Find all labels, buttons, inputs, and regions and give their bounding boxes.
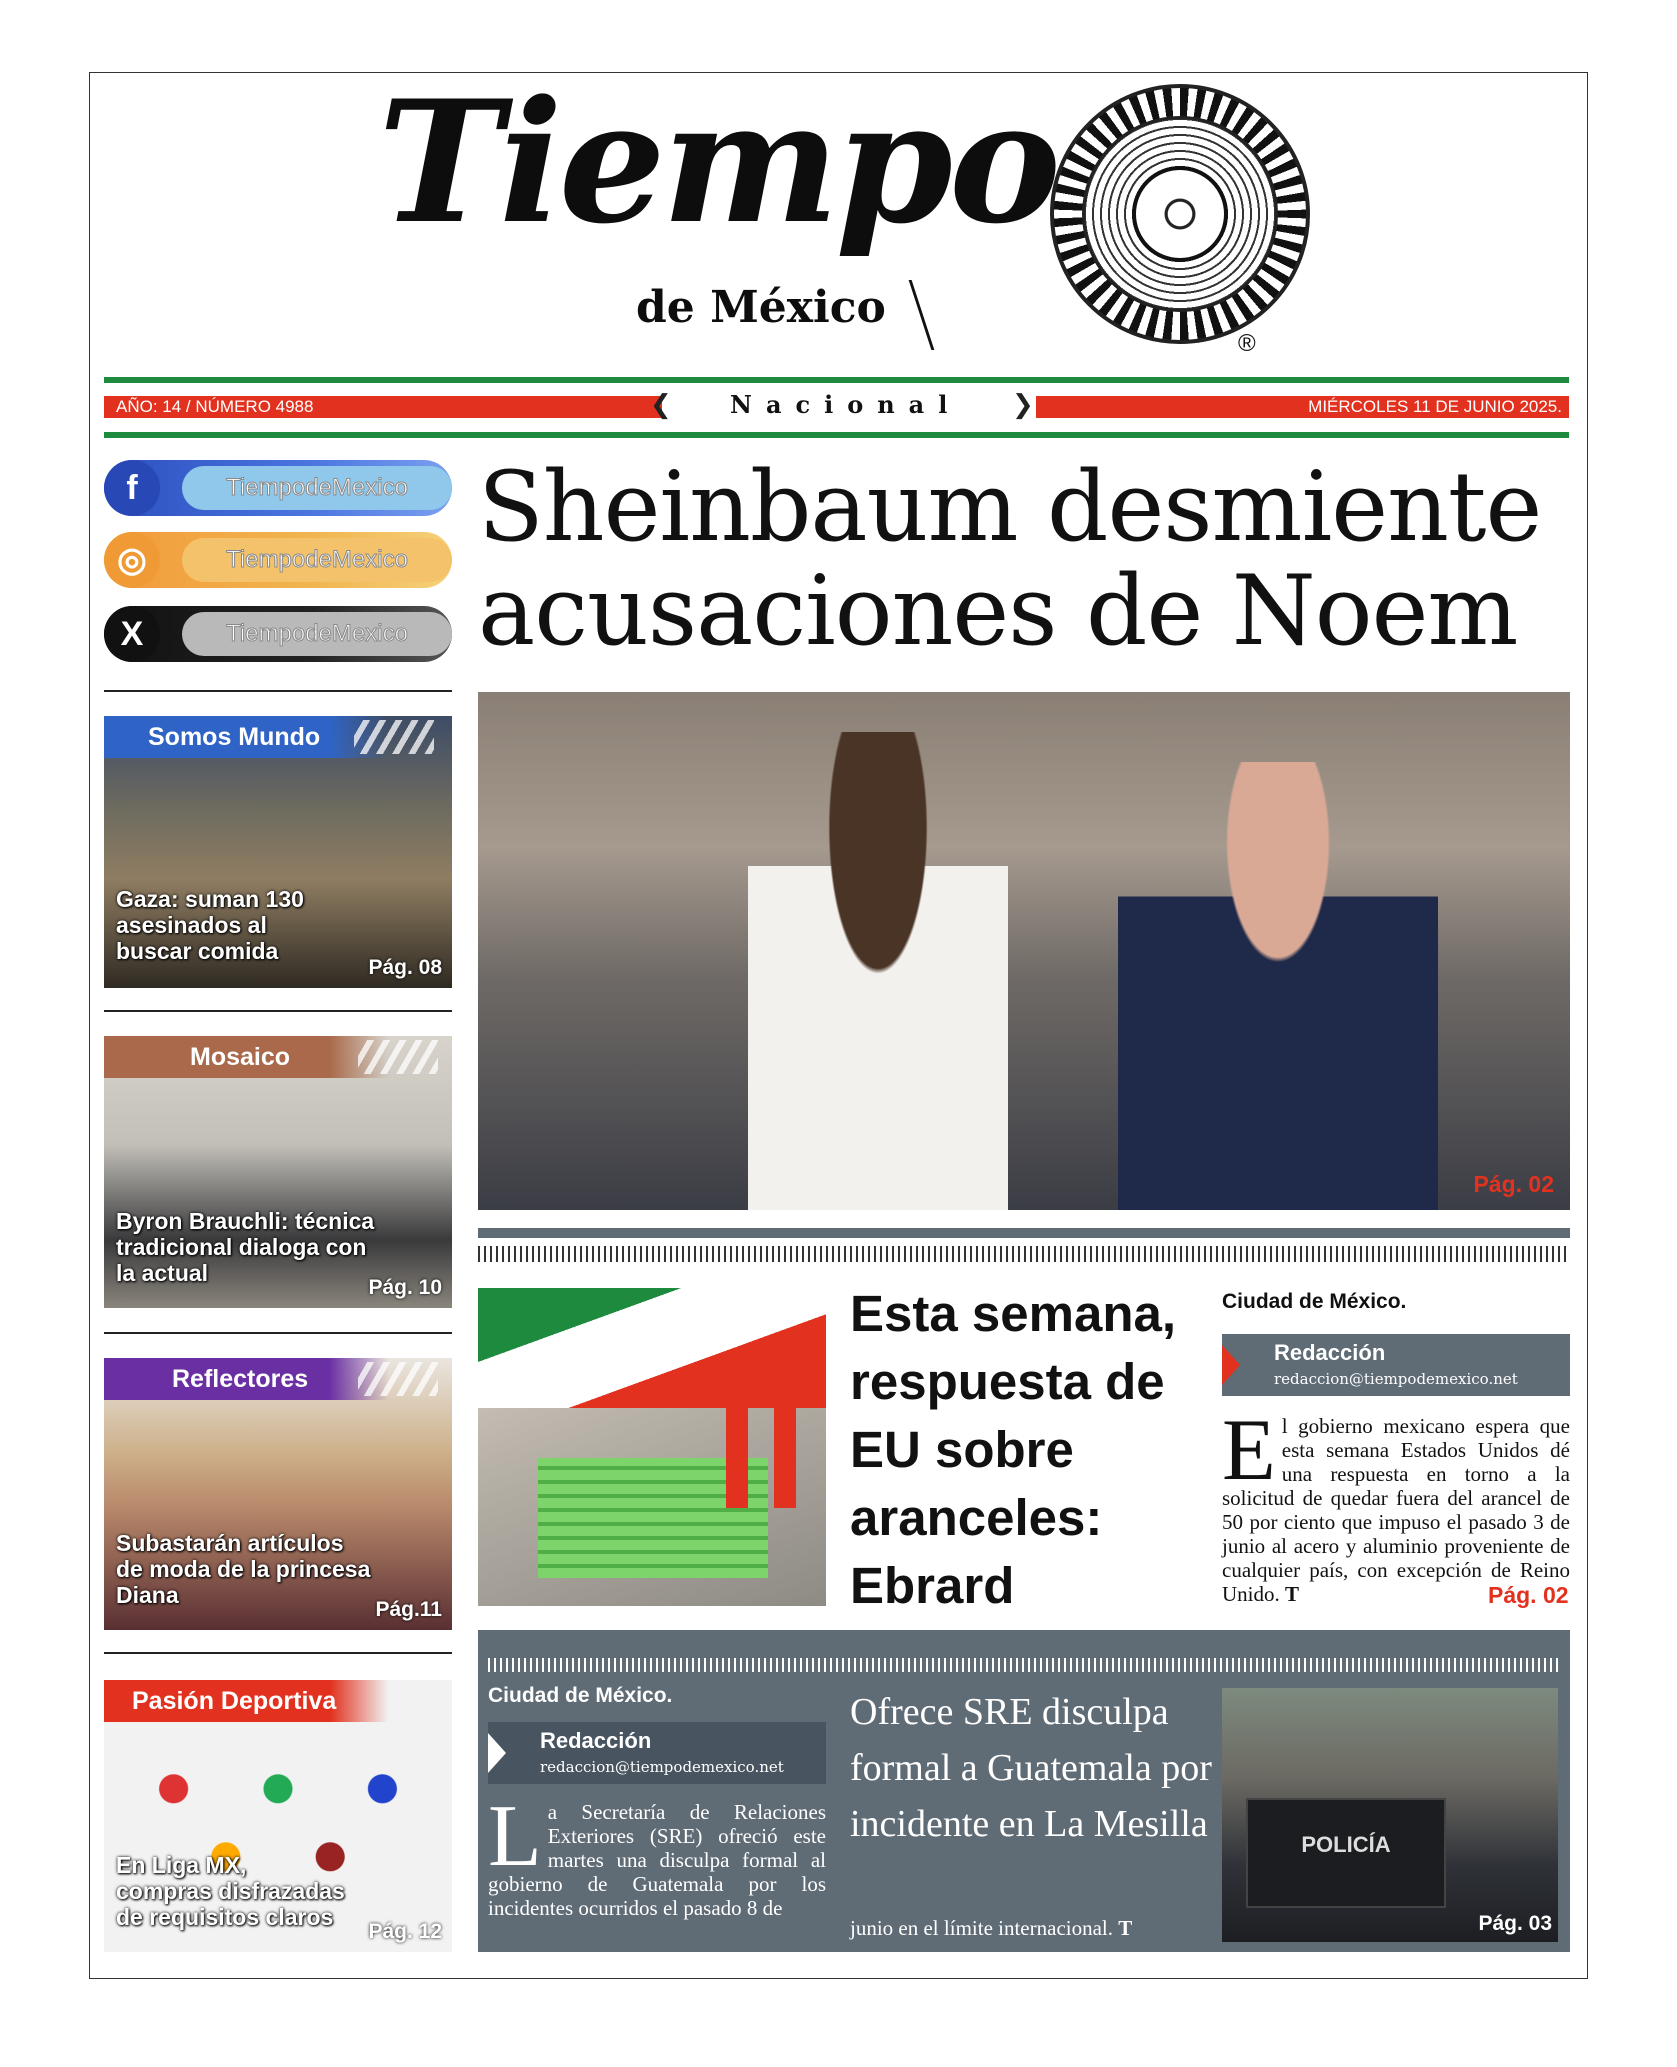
feature-headline: Gaza: suman 130 asesinados al buscar comida <box>116 886 304 964</box>
section-tag: Somos Mundo <box>104 716 404 758</box>
feature-mosaico[interactable] <box>104 1036 452 1308</box>
chevron-right-icon: ❯ <box>1012 390 1034 420</box>
story3-page: Pág. 03 <box>1478 1912 1552 1935</box>
story2-body <box>1222 1402 1570 1606</box>
lead-headline-line1: Sheinbaum desmiente <box>478 451 1542 563</box>
separator-bar <box>478 1228 1570 1238</box>
feature-headline: En Liga MX, compras disfrazadas de requisitos claros <box>116 1852 345 1930</box>
feature-somos-mundo[interactable] <box>104 716 452 988</box>
feature-headline: Subastarán artículos de moda de la princesa Diana <box>116 1530 371 1608</box>
sidebar-rule <box>104 1010 452 1012</box>
feature-page: Pág. 10 <box>368 1276 442 1299</box>
registered-mark: ® <box>1238 330 1256 357</box>
arrow-up-icon <box>774 1398 796 1508</box>
lead-headline[interactable] <box>478 451 1578 667</box>
decorative-stripes <box>354 720 434 754</box>
decorative-stripes <box>358 1040 438 1074</box>
person-figure <box>1118 762 1438 1210</box>
feature-page: Pág.11 <box>375 1598 442 1621</box>
facebook-handle[interactable]: TiempodeMexico <box>182 466 452 510</box>
byline-email[interactable]: redaccion@tiempodemexico.net <box>1274 1370 1518 1388</box>
sidebar-rule <box>104 690 452 692</box>
feature-reflectores[interactable] <box>104 1358 452 1630</box>
chevron-left-icon: ❮ <box>650 390 672 420</box>
separator-ticks <box>488 1658 1558 1672</box>
issue-number: AÑO: 14 / NÚMERO 4988 <box>116 397 314 416</box>
story3-continuation <box>850 1916 1210 1940</box>
feature-page: Pág. 08 <box>368 956 442 979</box>
masthead-title: Tiempo <box>378 63 1058 261</box>
section-tag: Reflectores <box>104 1358 404 1400</box>
byline-name: Redacción <box>1274 1340 1386 1365</box>
story2-dateline: Ciudad de México. <box>1222 1290 1407 1313</box>
end-mark-icon: T <box>1118 1916 1133 1940</box>
story2-page: Pág. 02 <box>1488 1582 1569 1608</box>
lead-headline-line2: acusaciones de Noem <box>478 555 1518 667</box>
story3-dateline: Ciudad de México. <box>488 1684 673 1707</box>
story3-byline <box>488 1722 826 1784</box>
masthead-subtitle: de México <box>636 282 886 333</box>
sun-face-icon <box>1152 186 1208 242</box>
arrow-up-icon <box>726 1358 748 1508</box>
instagram-handle[interactable]: TiempodeMexico <box>182 538 452 582</box>
person-figure <box>748 732 1008 1210</box>
dropcap: L <box>488 1788 542 1885</box>
green-rule-bottom <box>104 432 1569 438</box>
flag-graphic <box>478 1288 826 1408</box>
story3-continuation-text: junio en el límite internacional. <box>850 1916 1114 1940</box>
dropcap: E <box>1222 1402 1276 1499</box>
feature-page: Pág. 12 <box>368 1920 442 1943</box>
sidebar-rule <box>104 1652 452 1654</box>
story3-text: a Secretaría de Relaciones Exteriores (SRE) ofreció este martes una disculpa formal al gobierno de Guatemala por los incidentes ocurridos el pasado 8 de <box>488 1800 826 1920</box>
decorative-stripes <box>358 1362 438 1396</box>
story3-body <box>488 1788 826 1920</box>
story2-text: l gobierno mexicano espera que esta semana Estados Unidos dé una respuesta en torno a la solicitud de quedar fuera del arancel de 50 por ciento que impuso el pasado 3 de junio al acero y aluminio proveniente de cualquier país, con excepción de Reino Unido. <box>1222 1414 1570 1606</box>
x-icon: X <box>104 606 160 662</box>
facebook-icon: f <box>104 460 160 516</box>
police-truck: POLICÍA <box>1246 1798 1446 1908</box>
byline-arrow-icon <box>1222 1345 1240 1385</box>
section-label: Nacional <box>730 390 962 419</box>
x-handle[interactable]: TiempodeMexico <box>182 612 452 656</box>
byline-name: Redacción <box>540 1728 652 1753</box>
tariff-illustration[interactable] <box>478 1288 826 1606</box>
issue-date: MIÉRCOLES 11 DE JUNIO 2025. <box>1308 397 1562 416</box>
story2-byline <box>1222 1334 1570 1396</box>
police-vehicle-photo[interactable] <box>1222 1688 1558 1942</box>
story2-headline[interactable]: Esta semana, respuesta de EU sobre aranceles: Ebrard <box>850 1285 1177 1614</box>
end-mark-icon: T <box>1285 1582 1300 1606</box>
section-tag: Pasión Deportiva <box>104 1680 394 1722</box>
byline-arrow-icon <box>488 1733 506 1773</box>
instagram-icon: ◎ <box>104 532 160 588</box>
byline-email[interactable]: redaccion@tiempodemexico.net <box>540 1758 784 1776</box>
section-tag: Mosaico <box>104 1036 404 1078</box>
feature-headline: Byron Brauchli: técnica tradicional dialoga con la actual <box>116 1208 375 1286</box>
separator-ticks <box>478 1246 1570 1262</box>
lead-photo[interactable] <box>478 692 1570 1210</box>
lead-page: Pág. 02 <box>1473 1171 1554 1197</box>
sidebar-rule <box>104 1332 452 1334</box>
green-rule-top <box>104 377 1569 383</box>
story3-headline[interactable]: Ofrece SRE disculpa formal a Guatemala por incidente en La Mesilla <box>850 1691 1212 1845</box>
feature-pasion-deportiva[interactable] <box>104 1680 452 1952</box>
